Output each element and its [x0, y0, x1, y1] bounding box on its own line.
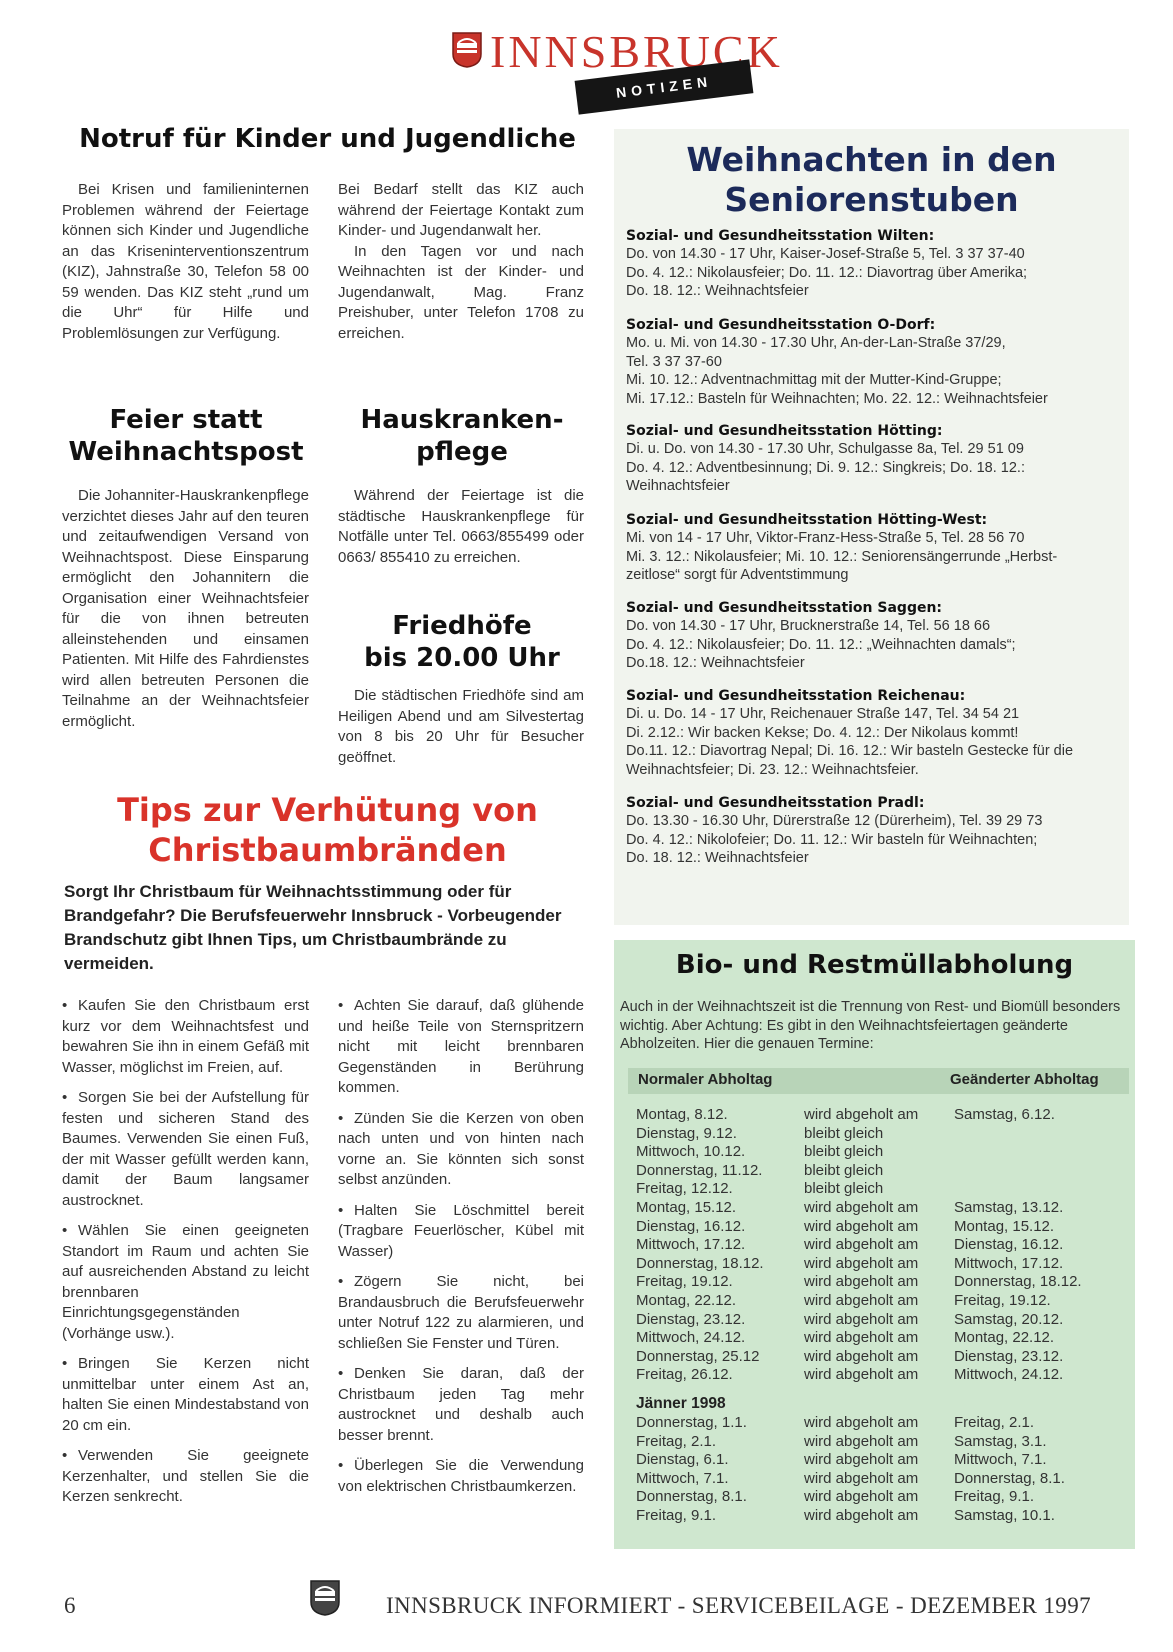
- station-line: zeitlose“ sorgt für Adventstimmung: [626, 567, 849, 583]
- bullet-icon: •: [62, 1222, 68, 1239]
- friedhoefe-paragraph: Die städtischen Friedhöfe sind am Heiligen Abend und am Silvestertag von 8 bis 20 Uhr für Besucher geöffnet.: [338, 687, 584, 766]
- notruf-heading: Notruf für Kinder und Jugendliche: [79, 124, 576, 154]
- geaenderter-abholtag-cell: Donnerstag, 18.12.: [954, 1273, 1082, 1291]
- geaenderter-abholtag-cell: Mittwoch, 17.12.: [954, 1254, 1064, 1272]
- abholung-row: [636, 1106, 1126, 1125]
- station-line: Mi. 10. 12.: Adventnachmittag mit der Mutter-Kind-Gruppe;: [626, 372, 1002, 388]
- status-cell: wird abgeholt am: [804, 1106, 919, 1123]
- station-line: Do. von 14.30 - 17 Uhr, Brucknerstraße 14, Tel. 56 18 66: [626, 618, 991, 634]
- station-line: Do. 13.30 - 16.30 Uhr, Dürerstraße 12 (Dürerheim), Tel. 39 29 73: [626, 813, 1043, 829]
- normaler-abholtag-cell: Dienstag, 16.12.: [636, 1217, 746, 1235]
- abholung-row: [636, 1433, 1126, 1452]
- header-geaenderter-abholtag: Geänderter Abholtag: [950, 1071, 1099, 1088]
- tip-text: Sorgen Sie bei der Aufstellung für festen und sicheren Stand des Baumes. Verwenden Sie einen Fuß, der mit Wasser gefüllt werden kann, damit der Baum langsamer austrocknet.: [62, 1089, 309, 1209]
- station-name: Sozial- und Gesundheitsstation Reichenau:: [626, 688, 966, 704]
- abholung-row: [636, 1414, 1126, 1433]
- status-cell: wird abgeholt am: [804, 1273, 919, 1291]
- abholung-row: [636, 1470, 1126, 1489]
- normaler-abholtag-cell: Donnerstag, 1.1.: [636, 1413, 747, 1431]
- normaler-abholtag-cell: Dienstag, 6.1.: [636, 1451, 729, 1469]
- bullet-icon: •: [338, 1201, 344, 1219]
- geaenderter-abholtag-cell: Mittwoch, 24.12.: [954, 1366, 1064, 1384]
- tip-text: Halten Sie Löschmittel bereit (Tragbare Feuerlöscher, Kübel mit Wasser): [338, 1201, 584, 1260]
- header-normaler-abholtag: Normaler Abholtag: [638, 1071, 773, 1088]
- status-cell: wird abgeholt am: [804, 1310, 919, 1328]
- tip-item: [62, 1354, 309, 1436]
- tips-column-1: [62, 996, 309, 1518]
- tip-text: Überlegen Sie die Verwendung von elektrischen Christbaumkerzen.: [338, 1457, 584, 1495]
- tip-text: Kaufen Sie den Christbaum erst kurz vor dem Weihnachtsfest und bewahren Sie ihn in einem Gefäß mit Wasser, möglichst im Freien, auf.: [62, 997, 309, 1076]
- bullet-icon: •: [338, 1109, 344, 1127]
- abholung-row: [636, 1366, 1126, 1385]
- station-line: Do. 4. 12.: Nikolofeier; Do. 11. 12.: Wir basteln für Weihnachten;: [626, 831, 1038, 848]
- normaler-abholtag-cell: Donnerstag, 18.12.: [636, 1254, 764, 1272]
- geaenderter-abholtag-cell: Dienstag, 16.12.: [954, 1236, 1064, 1254]
- abholung-row: [636, 1143, 1126, 1162]
- status-cell: wird abgeholt am: [804, 1451, 919, 1469]
- status-cell: wird abgeholt am: [804, 1488, 919, 1506]
- notruf-column-2: [338, 180, 584, 344]
- status-cell: bleibt gleich: [804, 1143, 884, 1161]
- normaler-abholtag-cell: Montag, 22.12.: [636, 1291, 737, 1309]
- normaler-abholtag-cell: Montag, 15.12.: [636, 1198, 737, 1216]
- abholung-row: [636, 1199, 1126, 1218]
- normaler-abholtag-cell: Mittwoch, 10.12.: [636, 1143, 746, 1161]
- status-cell: bleibt gleich: [804, 1124, 884, 1142]
- normaler-abholtag-cell: Freitag, 26.12.: [636, 1366, 733, 1384]
- normaler-abholtag-cell: Freitag, 9.1.: [636, 1506, 717, 1524]
- abholung-row: [636, 1255, 1126, 1274]
- station-line: Mo. u. Mi. von 14.30 - 17.30 Uhr, An-der-Lan-Straße 37/29,: [626, 335, 1006, 351]
- station-line: Do. 4. 12.: Nikolausfeier; Do. 11. 12.: Diavortrag über Amerika;: [626, 264, 1028, 281]
- tips-heading: Tips zur Verhütung von Christbaumbränden: [117, 791, 538, 869]
- notruf-paragraph-1: Bei Krisen und familieninternen Problemen während der Feiertage können sich Kinder und Jugendliche an das Kriseninterventionszentrum (KIZ), Jahnstraße 30, Telefon 58 00 59 wenden. Das KIZ steht „rund um die Uhr“ für Hilfe und Problemlösungen zur Verfügung.: [62, 181, 309, 342]
- status-cell: bleibt gleich: [804, 1161, 884, 1179]
- notruf-paragraph-2: Bei Bedarf stellt das KIZ auch während der Feiertage Kontakt zum Kinder- und Jugendanwalt her.: [338, 181, 584, 239]
- tip-text: Wählen Sie einen geeigneten Standort im Raum und achten Sie auf ausreichenden Abstand zu leicht brennbaren Einrichtungsgegenständen (Vorhänge usw.).: [62, 1222, 309, 1342]
- status-cell: wird abgeholt am: [804, 1413, 919, 1431]
- normaler-abholtag-cell: Mittwoch, 17.12.: [636, 1236, 746, 1254]
- abholung-table-header: [628, 1068, 1129, 1094]
- bullet-icon: •: [338, 1457, 344, 1474]
- abholung-rows-dezember: [636, 1106, 1126, 1385]
- status-cell: wird abgeholt am: [804, 1432, 919, 1450]
- station-line: Do. von 14.30 - 17 Uhr, Kaiser-Josef-Straße 5, Tel. 3 37 37-40: [626, 246, 1025, 262]
- station-line: Do. 4. 12.: Adventbesinnung; Di. 9. 12.: Singkreis; Do. 18. 12.:: [626, 459, 1025, 476]
- notruf-column-1: [62, 180, 309, 344]
- station-line: Tel. 3 37 37-60: [626, 353, 722, 370]
- abholung-row: [636, 1329, 1126, 1348]
- station-line: Do.18. 12.: Weihnachtsfeier: [626, 655, 805, 671]
- station-line: Mi. 3. 12.: Nikolausfeier; Mi. 10. 12.: Seniorensängerrunde „Herbst-: [626, 548, 1058, 565]
- abholung-row: [636, 1218, 1126, 1237]
- abholung-row: [636, 1236, 1126, 1255]
- geaenderter-abholtag-cell: Samstag, 6.12.: [954, 1106, 1055, 1123]
- tip-item: [62, 996, 309, 1078]
- status-cell: wird abgeholt am: [804, 1469, 919, 1487]
- tips-intro: Sorgt Ihr Christbaum für Weihnachtsstimmung oder für Brandgefahr? Die Berufsfeuerwehr Innsbruck - Vorbeugender Brandschutz gibt Ihnen Tips, um Christbaumbrände zu vermeiden.: [64, 882, 562, 973]
- tip-item: [62, 1088, 309, 1211]
- station-line: Weihnachtsfeier: [626, 478, 730, 494]
- geaenderter-abholtag-cell: Donnerstag, 8.1.: [954, 1469, 1065, 1487]
- status-cell: wird abgeholt am: [804, 1254, 919, 1272]
- abholung-row: [636, 1125, 1126, 1144]
- tip-item: [338, 1364, 584, 1446]
- geaenderter-abholtag-cell: Mittwoch, 7.1.: [954, 1451, 1047, 1469]
- station-block: [626, 688, 1126, 779]
- footer-publication: INNSBRUCK INFORMIERT - SERVICEBEILAGE - DEZEMBER 1997: [386, 1593, 1092, 1618]
- abholung-row: [636, 1273, 1126, 1292]
- tip-text: Bringen Sie Kerzen nicht unmittelbar unter einem Ast an, halten Sie einen Mindestabstand von 20 cm ein.: [62, 1355, 309, 1434]
- geaenderter-abholtag-cell: Samstag, 13.12.: [954, 1198, 1064, 1216]
- status-cell: bleibt gleich: [804, 1180, 884, 1198]
- station-line: Weihnachtsfeier; Di. 23. 12.: Weihnachtsfeier.: [626, 761, 919, 778]
- geaenderter-abholtag-cell: [954, 1125, 1124, 1144]
- tip-text: Zögern Sie nicht, bei Brandausbruch die Berufsfeuerwehr unter Notruf 122 zu alarmieren, und schließen Sie Fenster und Türen.: [338, 1273, 584, 1352]
- month-heading-jaenner: Jänner 1998: [636, 1394, 726, 1412]
- feier-paragraph: Die Johanniter-Hauskrankenpflege verzichtet dieses Jahr auf den teuren und zeitaufwendigen Versand von Weihnachtspost. Diese Einsparung ermöglicht den Johannitern die Organisation einer Weihnachtsfeier für die von ihnen betreuten alleinstehenden und einsamen Patienten. Mit Hilfe des Fahrdienstes wird allen betreuten Personen die Teilnahme an der Weihnachtsfeier ermöglicht.: [62, 487, 309, 730]
- bio-restmuell-heading: Bio- und Restmüllabholung: [675, 950, 1074, 980]
- station-line: Mi. von 14 - 17 Uhr, Viktor-Franz-Hess-Straße 5, Tel. 28 56 70: [626, 530, 1025, 546]
- station-name: Sozial- und Gesundheitsstation Hötting-West:: [626, 512, 988, 528]
- masthead-subtitle: NOTIZEN: [575, 59, 754, 114]
- station-name: Sozial- und Gesundheitsstation Hötting:: [626, 423, 943, 439]
- geaenderter-abholtag-cell: Samstag, 20.12.: [954, 1310, 1064, 1328]
- tips-column-2: [338, 996, 584, 1507]
- station-block: [626, 512, 1126, 585]
- geaenderter-abholtag-cell: Samstag, 10.1.: [954, 1506, 1055, 1524]
- status-cell: wird abgeholt am: [804, 1217, 919, 1235]
- geaenderter-abholtag-cell: [954, 1162, 1124, 1181]
- feier-heading: Feier statt Weihnachtspost: [68, 405, 304, 467]
- station-line: Di. u. Do. von 14.30 - 17.30 Uhr, Schulgasse 8a, Tel. 29 51 09: [626, 441, 1024, 457]
- tip-item: [338, 1201, 584, 1263]
- normaler-abholtag-cell: Freitag, 19.12.: [636, 1273, 733, 1291]
- status-cell: wird abgeholt am: [804, 1347, 919, 1365]
- station-block: [626, 600, 1126, 673]
- normaler-abholtag-cell: Mittwoch, 24.12.: [636, 1329, 746, 1347]
- geaenderter-abholtag-cell: Montag, 15.12.: [954, 1217, 1055, 1235]
- feier-column: [62, 486, 309, 732]
- status-cell: wird abgeholt am: [804, 1329, 919, 1347]
- bullet-icon: •: [338, 1273, 344, 1290]
- normaler-abholtag-cell: Mittwoch, 7.1.: [636, 1469, 729, 1487]
- status-cell: wird abgeholt am: [804, 1198, 919, 1216]
- station-line: Di. u. Do. 14 - 17 Uhr, Reichenauer Straße 147, Tel. 34 54 21: [626, 706, 1020, 722]
- tip-item: [338, 1272, 584, 1354]
- friedhoefe-heading: Friedhöfe bis 20.00 Uhr: [364, 611, 560, 673]
- abholung-row: [636, 1348, 1126, 1367]
- station-line: Di. 2.12.: Wir backen Kekse; Do. 4. 12.: Der Nikolaus kommt!: [626, 724, 1019, 741]
- tip-text: Achten Sie darauf, daß glühende und heiße Teile von Sternspritzern nicht mit leicht brennbaren Gegenständen in Berührung kommen.: [338, 997, 584, 1096]
- station-block: [626, 423, 1126, 496]
- geaenderter-abholtag-cell: [954, 1143, 1124, 1162]
- station-line: Do. 4. 12.: Nikolausfeier; Do. 11. 12.: „Weihnachten damals“;: [626, 636, 1016, 653]
- page-number: 6: [64, 1593, 76, 1618]
- geaenderter-abholtag-cell: Freitag, 2.1.: [954, 1413, 1035, 1431]
- abholung-row: [636, 1451, 1126, 1470]
- masthead-title: INNSBRUCK: [490, 26, 783, 77]
- seniorenstuben-heading: Weihnachten in den Seniorenstuben: [686, 140, 1057, 219]
- tip-item: [338, 1109, 584, 1191]
- friedhoefe-column: [338, 686, 584, 768]
- normaler-abholtag-cell: Dienstag, 23.12.: [636, 1310, 746, 1328]
- bullet-icon: •: [62, 1355, 68, 1372]
- station-line: Do. 18. 12.: Weihnachtsfeier: [626, 283, 809, 299]
- normaler-abholtag-cell: Freitag, 12.12.: [636, 1180, 733, 1198]
- abholung-rows-jaenner: [636, 1414, 1126, 1526]
- tip-item: [62, 1446, 309, 1508]
- station-block: [626, 317, 1126, 408]
- station-name: Sozial- und Gesundheitsstation Wilten:: [626, 228, 935, 244]
- normaler-abholtag-cell: Donnerstag, 25.12: [636, 1347, 760, 1365]
- abholung-row: [636, 1180, 1126, 1199]
- status-cell: wird abgeholt am: [804, 1291, 919, 1309]
- tip-text: Verwenden Sie geeignete Kerzenhalter, und stellen Sie die Kerzen senkrecht.: [62, 1447, 309, 1505]
- geaenderter-abholtag-cell: Freitag, 9.1.: [954, 1488, 1035, 1506]
- station-block: [626, 795, 1126, 868]
- geaenderter-abholtag-cell: Freitag, 19.12.: [954, 1291, 1051, 1309]
- bullet-icon: •: [62, 1089, 68, 1106]
- station-name: Sozial- und Gesundheitsstation O-Dorf:: [626, 317, 936, 333]
- geaenderter-abholtag-cell: Samstag, 3.1.: [954, 1432, 1047, 1450]
- station-line: Do.11. 12.: Diavortrag Nepal; Di. 16. 12.: Wir basteln Gestecke für die: [626, 743, 1074, 759]
- hauskrankenpflege-paragraph: Während der Feiertage ist die städtische Hauskrankenpflege für Notfälle unter Tel. 0663/855499 oder 0663/ 855410 zu erreichen.: [338, 487, 584, 566]
- bullet-icon: •: [338, 1365, 344, 1382]
- normaler-abholtag-cell: Dienstag, 9.12.: [636, 1124, 737, 1142]
- bullet-icon: •: [338, 997, 344, 1014]
- abholung-row: [636, 1292, 1126, 1311]
- abholung-table: [636, 1106, 1126, 1525]
- bullet-icon: •: [62, 997, 68, 1014]
- geaenderter-abholtag-cell: Dienstag, 23.12.: [954, 1347, 1064, 1365]
- footer-crest-icon: [310, 1580, 340, 1616]
- tip-item: [338, 1456, 584, 1497]
- status-cell: wird abgeholt am: [804, 1366, 919, 1384]
- tip-item: [338, 996, 584, 1099]
- hauskrankenpflege-column: [338, 486, 584, 568]
- tip-item: [62, 1221, 309, 1344]
- bullet-icon: •: [62, 1447, 68, 1464]
- abholung-row: [636, 1162, 1126, 1181]
- abholung-row: [636, 1507, 1126, 1526]
- station-block: [626, 228, 1126, 301]
- bio-restmuell-intro: Auch in der Weihnachtszeit ist die Trennung von Rest- und Biomüll besonders wichtig. Aber Achtung: Es gibt in den Weihnachtsfeiertagen geänderte Abholzeiten. Hier die genauen Termine:: [620, 999, 1121, 1052]
- abholung-row: [636, 1311, 1126, 1330]
- normaler-abholtag-cell: Donnerstag, 11.12.: [636, 1161, 763, 1179]
- geaenderter-abholtag-cell: [954, 1180, 1124, 1199]
- innsbruck-crest-icon: [452, 32, 482, 68]
- tip-text: Denken Sie daran, daß der Christbaum jeden Tag mehr austrocknet und deshalb auch besser brennt.: [338, 1365, 584, 1444]
- abholung-row: [636, 1488, 1126, 1507]
- masthead: [448, 22, 783, 112]
- hauskrankenpflege-heading: Hauskranken- pflege: [360, 405, 564, 467]
- geaenderter-abholtag-cell: Montag, 22.12.: [954, 1329, 1055, 1347]
- status-cell: wird abgeholt am: [804, 1236, 919, 1254]
- station-line: Do. 18. 12.: Weihnachtsfeier: [626, 850, 809, 866]
- station-name: Sozial- und Gesundheitsstation Pradl:: [626, 795, 925, 811]
- status-cell: wird abgeholt am: [804, 1506, 919, 1524]
- tip-text: Zünden Sie die Kerzen von oben nach unten und von hinten nach vorne an. Sie könnten sich sonst selbst anzünden.: [338, 1109, 584, 1188]
- station-line: Mi. 17.12.: Basteln für Weihnachten; Mo. 22. 12.: Weihnachtsfeier: [626, 390, 1048, 407]
- normaler-abholtag-cell: Freitag, 2.1.: [636, 1432, 717, 1450]
- normaler-abholtag-cell: Donnerstag, 8.1.: [636, 1488, 747, 1506]
- station-name: Sozial- und Gesundheitsstation Saggen:: [626, 600, 943, 616]
- notruf-paragraph-3: In den Tagen vor und nach Weihnachten ist der Kinder- und Jugendanwalt, Mag. Franz Preishuber, unter Telefon 1708 zu erreichen.: [338, 242, 584, 342]
- normaler-abholtag-cell: Montag, 8.12.: [636, 1106, 728, 1123]
